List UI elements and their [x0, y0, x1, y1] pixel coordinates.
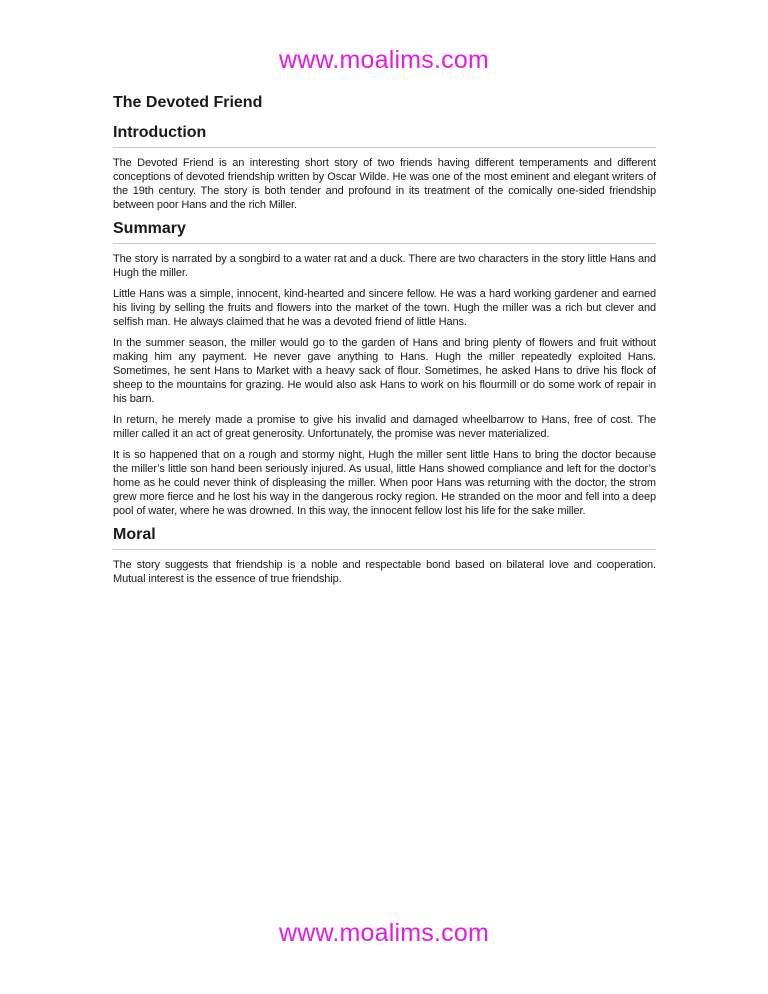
- section-introduction: [113, 123, 656, 212]
- section-summary: [113, 219, 656, 518]
- paragraph: In the summer season, the miller would go to the garden of Hans and bring plenty of flowers and fruit without making him any payment. He never gave anything to Hans. Hugh the miller repeatedly exploited Hans. Sometimes, he sent Hans to Market with a heavy sack of flour. Sometimes, he asked Hans to drive his flock of sheep to the mountains for grazing. He would also ask Hans to work on his flourmill or do some work of repair in his barn.: [113, 337, 656, 405]
- paragraph: The story is narrated by a songbird to a water rat and a duck. There are two characters in the story little Hans and Hugh the miller.: [113, 253, 656, 279]
- paragraph: The Devoted Friend is an interesting short story of two friends having different temperaments and different conceptions of devoted friendship written by Oscar Wilde. He was one of the most eminent and elegant writers of the 19th century. The story is both tender and profound in its treatment of the comically one-sided friendship between poor Hans and the rich Miller.: [113, 157, 656, 211]
- paragraph: It is so happened that on a rough and stormy night, Hugh the miller sent little Hans to bring the doctor because the miller’s little son hand been seriously injured. As usual, little Hans showed compliance and left for the doctor’s home as he could never think of displeasing the miller. When poor Hans was returning with the doctor, the strom grew more fierce and he lost his way in the dangerous rocky region. He stranded on the moor and fell into a deep pool of water, where he was drowned. In this way, the innocent fellow lost his life for the sake miller.: [113, 449, 656, 517]
- site-url-header: www.moalims.com: [279, 46, 489, 74]
- section-heading-summary: Summary: [113, 219, 656, 244]
- paragraph: Little Hans was a simple, innocent, kind-hearted and sincere fellow. He was a hard working gardener and earned his living by selling the fruits and flowers into the market of the town. Hugh the miller was a rich but clever and selfish man. He always claimed that he was a devoted friend of little Hans.: [113, 288, 656, 328]
- section-heading-introduction: Introduction: [113, 123, 656, 148]
- section-heading-moral: Moral: [113, 525, 656, 550]
- site-url-footer: www.moalims.com: [279, 919, 489, 947]
- document-title: The Devoted Friend: [113, 94, 263, 111]
- paragraph: In return, he merely made a promise to give his invalid and damaged wheelbarrow to Hans, free of cost. The miller called it an act of great generosity. Unfortunately, the promise was never materialized.: [113, 414, 656, 440]
- document-body: [113, 93, 656, 593]
- paragraph: The story suggests that friendship is a noble and respectable bond based on bilateral love and cooperation. Mutual interest is the essence of true friendship.: [113, 559, 656, 585]
- section-moral: [113, 525, 656, 586]
